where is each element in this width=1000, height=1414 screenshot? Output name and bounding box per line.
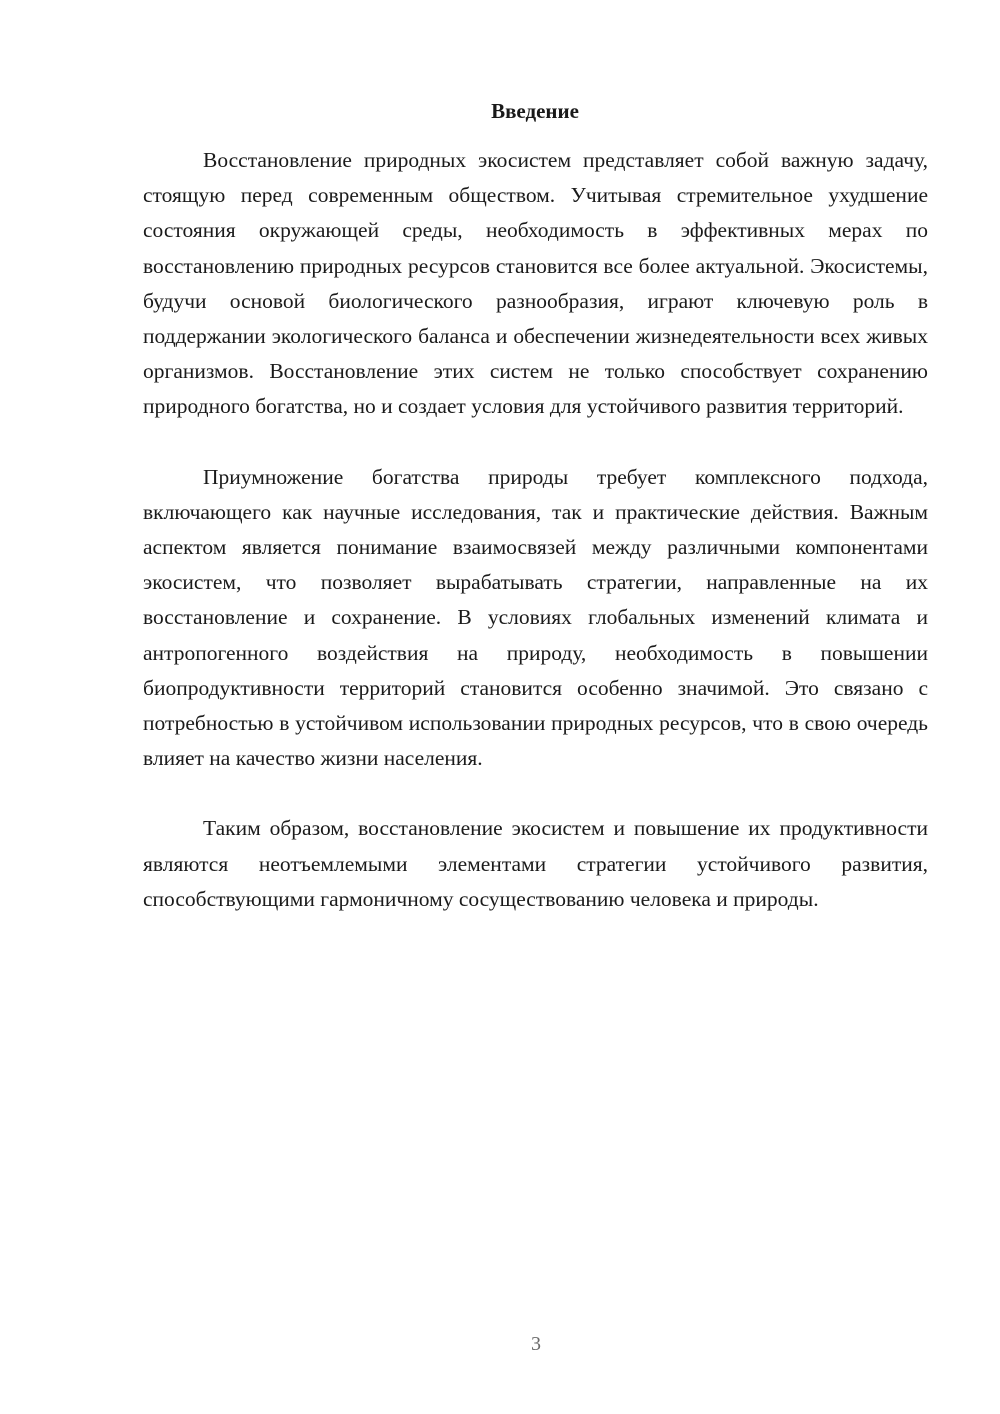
paragraph-1: Восстановление природных экосистем представляет собой важную задачу, стоящую перед современным обществом. Учитывая стремительное ухудшение состояния окружающей среды, необходимость в эффективных мерах по восстановлению природных ресурсов становится все более актуальной. Экосистемы, будучи основой биологического разнообразия, играют ключевую роль в поддержании экологического баланса и обеспечении жизнедеятельности всех живых организмов. Восстановление этих систем не только способствует сохранению природного богатства, но и создает условия для устойчивого развития территорий. [143,148,928,419]
section-heading: Введение [491,99,579,123]
page-number: 3 [531,1333,541,1355]
body-text [143,143,928,917]
paragraph-3: Таким образом, восстановление экосистем и повышение их продуктивности являются неотъемлемыми элементами стратегии устойчивого развития, способствующими гармоничному сосуществованию человека и природы. [143,816,928,911]
paragraph-2: Приумножение богатства природы требует комплексного подхода, включающего как научные исследования, так и практические действия. Важным аспектом является понимание взаимосвязей между различными компонентами экосистем, что позволяет вырабатывать стратегии, направленные на их восстановление и сохранение. В условиях глобальных изменений климата и антропогенного воздействия на природу, необходимость в повышении биопродуктивности территорий становится особенно значимой. Это связано с потребностью в устойчивом использовании природных ресурсов, что в свою очередь влияет на качество жизни населения. [143,464,928,771]
